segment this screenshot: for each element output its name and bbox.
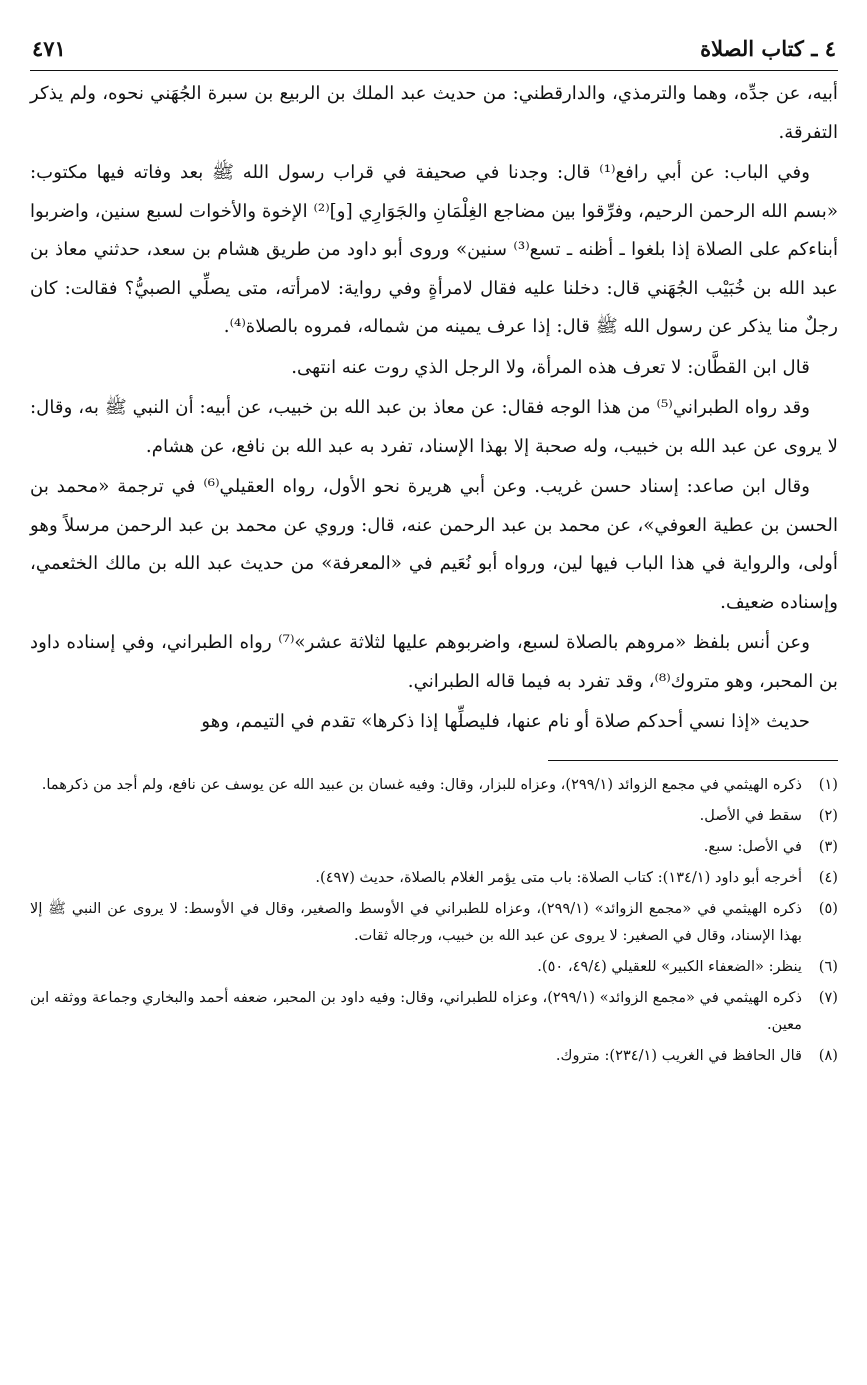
paragraph: وقال ابن صاعد: إسناد حسن غريب. وعن أبي هريرة نحو الأول، رواه العقيلي⁽⁶⁾ في ترجمة «محمد بن الحسن بن عطية العوفي»، عن محمد بن عبد الرحمن عنه، قال: وروي عن محمد بن عبد الرحمن مرسلاً وهو أولى، والرواية في هذا الباب فيها لين، ورواه أبو نُعَيم في «المعرفة» من حديث عبد الله بن مالك الخثعمي، وإسناده ضعيف.: [30, 476, 838, 613]
footnote: [30, 771, 838, 798]
footnote-number: (٧): [818, 988, 838, 1006]
footnote-text: في الأصل: سبع.: [703, 837, 802, 855]
footnote-number: (٥): [818, 899, 838, 917]
footnote-text: سقط في الأصل.: [699, 806, 802, 824]
footnote: [30, 895, 838, 949]
footnote-text: ينظر: «الضعفاء الكبير» للعقيلي (٤٩/٤، ٥٠).: [537, 957, 802, 975]
footnote-number: (١): [818, 775, 838, 793]
paragraph: حديث «إذا نسي أحدكم صلاة أو نام عنها، فليصلِّها إذا ذكرها» تقدم في التيمم، وهو: [201, 711, 810, 732]
footnote: [30, 984, 838, 1038]
paragraph: وقد رواه الطبراني⁽⁵⁾ من هذا الوجه فقال: عن معاذ بن عبد الله بن خبيب، عن أبيه: أن النبي ﷺ به، وقال: لا يروى عن عبد الله بن خبيب، وله صحبة إلا بهذا الإسناد، تفرد به عبد الله بن نافع، عن هشام.: [30, 397, 838, 457]
footnote: [30, 833, 838, 860]
footnote-text: ذكره الهيثمي في «مجمع الزوائد» (٢٩٩/١)، وعزاه للطبراني في الأوسط والصغير، وقال في الأوسط: لا يروى عن النبي ﷺ إلا بهذا الإسناد، وقال في الصغير: لا يروى عن عبد الله بن خبيب، ورجاله ثقات.: [30, 899, 802, 944]
book-page: [30, 28, 838, 1358]
main-text: [30, 71, 838, 742]
footnote: [30, 953, 838, 980]
footnote-number: (٨): [818, 1046, 838, 1064]
running-title: ٤ ـ كتاب الصلاة: [700, 36, 836, 61]
paragraph: أبيه، عن جدِّه، وهما والترمذي، والدارقطني: من حديث عبد الملك بن الربيع بن سبرة الجُهَني نحوه، ولم يذكر التفرقة.: [30, 83, 838, 143]
footnote-text: قال الحافظ في الغريب (٢٣٤/١): متروك.: [555, 1046, 802, 1064]
paragraph: قال ابن القطَّان: لا تعرف هذه المرأة، ولا الرجل الذي روت عنه انتهى.: [291, 356, 810, 378]
page-header: [30, 28, 838, 71]
footnote: [30, 802, 838, 829]
footnote-text: ذكره الهيثمي في مجمع الزوائد (٢٩٩/١)، وعزاه للبزار، وقال: وفيه غسان بن عبيد الله عن يوسف عن نافع، ولم أجد من ذكرهما.: [41, 775, 802, 793]
footnote-number: (٣): [818, 837, 838, 855]
paragraph: وعن أنس بلفظ «مروهم بالصلاة لسبع، واضربوهم عليها لثلاثة عشر»⁽⁷⁾ رواه الطبراني، وفي إسناده داود بن المحبر، وهو متروك⁽⁸⁾، وقد تفرد به فيما قاله الطبراني.: [30, 632, 838, 692]
page-number: ٤٧١: [32, 36, 66, 61]
footnote-text: ذكره الهيثمي في «مجمع الزوائد» (٢٩٩/١)، وعزاه للطبراني، وقال: وفيه داود بن المحبر، ضعفه أحمد والبخاري وجماعة ووثقه ابن معين.: [30, 988, 802, 1033]
footnote-divider: [548, 760, 838, 761]
footnote-number: (٤): [818, 868, 838, 886]
footnote-number: (٢): [818, 806, 838, 824]
footnote: [30, 1042, 838, 1069]
footnote: [30, 864, 838, 891]
footnotes: [30, 771, 838, 1069]
footnote-text: أخرجه أبو داود (١٣٤/١): كتاب الصلاة: باب متى يؤمر الغلام بالصلاة، حديث (٤٩٧).: [315, 868, 802, 886]
paragraph: وفي الباب: عن أبي رافع⁽¹⁾ قال: وجدنا في صحيفة في قراب رسول الله ﷺ بعد وفاته فيها مكتوب: «بسم الله الرحمن الرحيم، وفرِّقوا بين مضاجع الغِلْمَانِ والجَوَارِي [و]⁽²⁾ الإخوة والأخوات لسبع سنين، واضربوا أبناءكم على الصلاة إذا بلغوا ـ أظنه ـ تسع⁽³⁾ سنين» وروى أبو داود من طريق هشام بن سعد، حدثني معاذ بن عبد الله بن خُبَيْب الجُهَني قال: دخلنا عليه فقال لامرأةٍ وفي رواية: لامرأته، متى يصلِّي الصبيُّ؟ فقالت: كان رجلٌ منا يذكر عن رسول الله ﷺ قال: إذا عرف يمينه من شماله، فمروه بالصلاة⁽⁴⁾.: [30, 162, 838, 337]
footnote-number: (٦): [818, 957, 838, 975]
